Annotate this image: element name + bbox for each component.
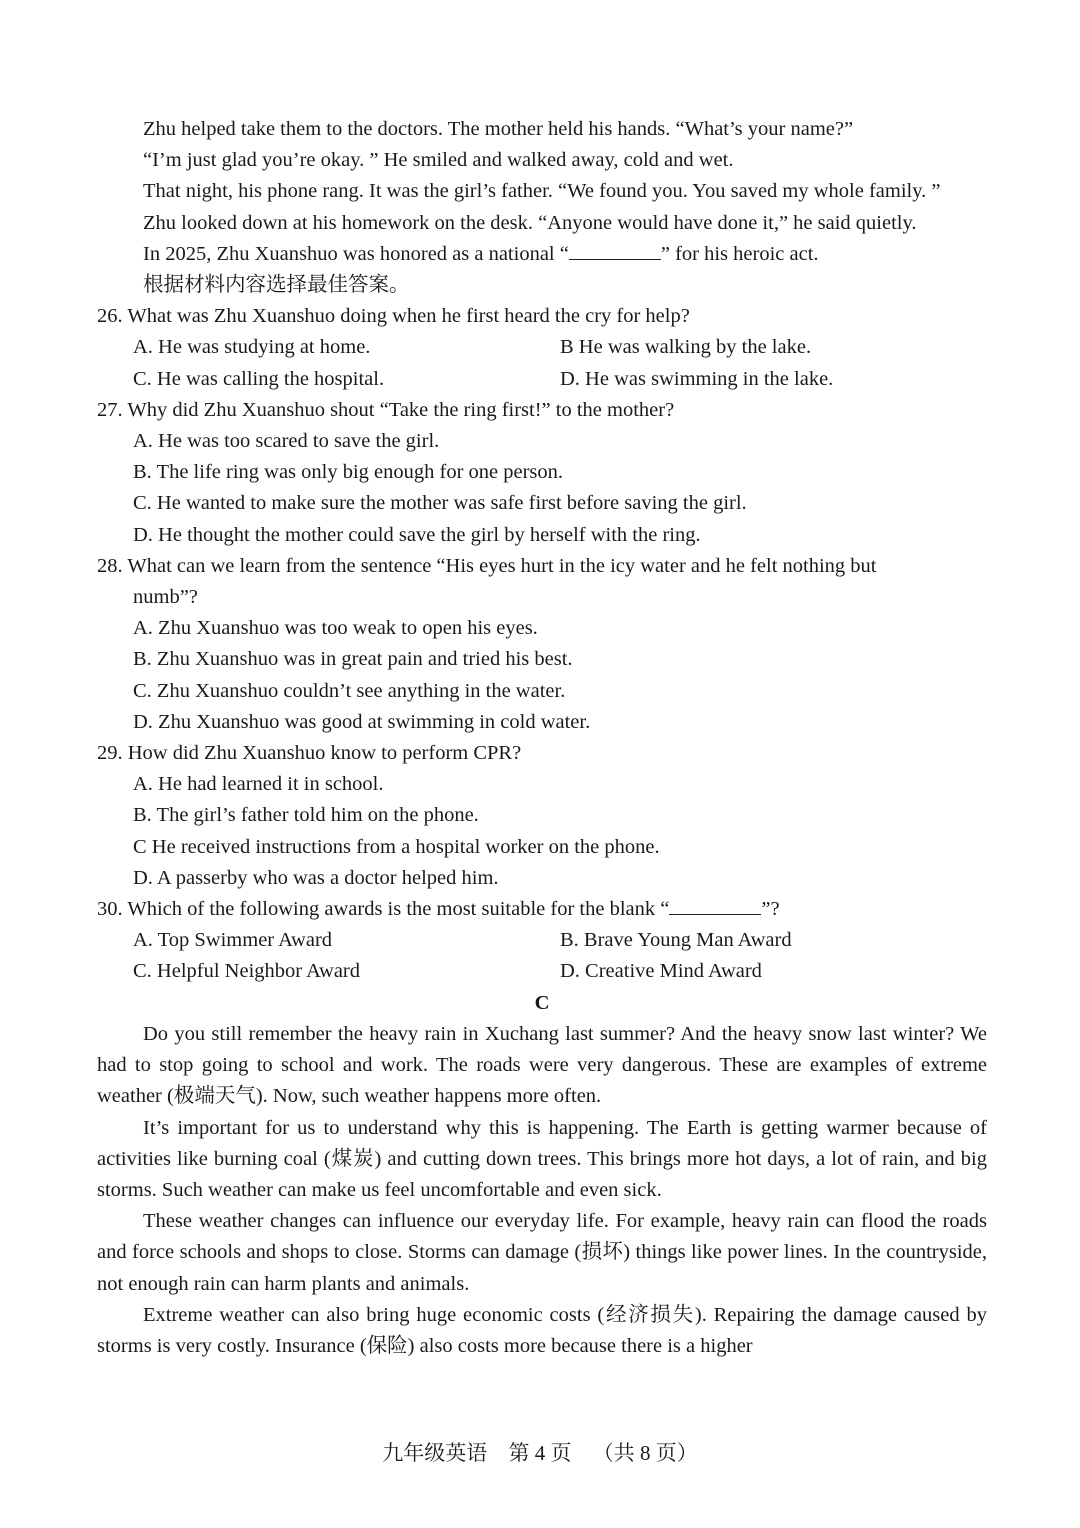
option-row <box>97 925 987 956</box>
option: A. He was too scared to save the girl. <box>133 430 440 453</box>
option: D. Zhu Xuanshuo was good at swimming in cold water. <box>133 710 591 733</box>
option-row <box>97 364 987 395</box>
page-content <box>97 114 987 1362</box>
option: D. He thought the mother could save the girl by herself with the ring. <box>133 523 701 546</box>
option-row <box>97 956 987 987</box>
paragraph: It’s important for us to understand why this is happening. The Earth is getting warmer because of activities like burning coal (煤炭) and cutting down trees. This brings more hot days, a lot of rain, and big storms. Such weather can make us feel uncomfortable and even sick. <box>97 1116 987 1201</box>
paragraph: Do you still remember the heavy rain in Xuchang last summer? And the heavy snow last winter? We had to stop going to school and work. The roads were very dangerous. These are examples of extreme weather (极端天气). Now, such weather happens more often. <box>97 1022 987 1108</box>
page-footer <box>0 1438 1080 1468</box>
option: B. The girl’s father told him on the phone. <box>133 804 479 827</box>
option: B. Brave Young Man Award <box>560 929 792 952</box>
paragraph: Zhu looked down at his homework on the desk. “Anyone would have done it,” he said quietly. <box>143 211 917 234</box>
option: D. He was swimming in the lake. <box>560 367 834 390</box>
option: C. He was calling the hospital. <box>133 367 385 390</box>
paragraph: These weather changes can influence our everyday life. For example, heavy rain can flood the roads and force schools and shops to close. Storms can damage (损坏) things like power lines. In the countryside, not enough rain can harm plants and animals. <box>97 1210 987 1295</box>
option: C. He wanted to make sure the mother was safe first before saving the girl. <box>133 492 747 515</box>
section-heading: C <box>534 991 550 1014</box>
footer-subject: 九年级英语 <box>382 1441 488 1465</box>
question-stem: 29. How did Zhu Xuanshuo know to perform CPR? <box>97 742 522 765</box>
question-stem-continued: numb”? <box>133 586 198 609</box>
text: ” for his heroic act. <box>660 242 819 265</box>
question-stem <box>97 894 987 925</box>
option: D. A passerby who was a doctor helped him. <box>133 866 499 889</box>
answer-blank <box>669 896 761 915</box>
text: 30. Which of the following awards is the most suitable for the blank “ <box>97 898 670 921</box>
instruction: 根据材料内容选择最佳答案。 <box>143 274 410 297</box>
paragraph: “I’m just glad you’re okay. ” He smiled and walked away, cold and wet. <box>143 149 734 172</box>
paragraph-with-blank <box>97 239 987 270</box>
paragraph: That night, his phone rang. It was the girl’s father. “We found you. You saved my whole family. ” <box>143 180 941 203</box>
option: A. He had learned it in school. <box>133 773 384 796</box>
option: C. Zhu Xuanshuo couldn’t see anything in the water. <box>133 679 566 702</box>
paragraph: Extreme weather can also bring huge economic costs (经济损失). Repairing the damage caused by storms is very costly. Insurance (保险) also costs more because there is a higher <box>97 1303 987 1357</box>
text: ”? <box>761 898 780 921</box>
question-stem: 26. What was Zhu Xuanshuo doing when he first heard the cry for help? <box>97 305 690 328</box>
answer-blank <box>569 241 661 260</box>
footer-total-pages: （共 8 页） <box>592 1441 698 1465</box>
question-stem: 28. What can we learn from the sentence “His eyes hurt in the icy water and he felt nothing but <box>97 554 877 577</box>
paragraph: Zhu helped take them to the doctors. The mother held his hands. “What’s your name?” <box>143 118 854 140</box>
question-stem: 27. Why did Zhu Xuanshuo shout “Take the ring first!” to the mother? <box>97 398 675 421</box>
option: A. He was studying at home. <box>133 336 371 359</box>
option: B. Zhu Xuanshuo was in great pain and tried his best. <box>133 648 573 671</box>
text: In 2025, Zhu Xuanshuo was honored as a national “ <box>143 242 569 265</box>
option: C He received instructions from a hospital worker on the phone. <box>133 835 660 858</box>
option: D. Creative Mind Award <box>560 960 762 983</box>
option: A. Top Swimmer Award <box>133 929 333 952</box>
option: B. The life ring was only big enough for one person. <box>133 461 564 484</box>
option: A. Zhu Xuanshuo was too weak to open his eyes. <box>133 617 538 640</box>
option: C. Helpful Neighbor Award <box>133 960 360 983</box>
option-row <box>97 332 987 363</box>
option: B He was walking by the lake. <box>560 336 812 359</box>
footer-page-number: 第 4 页 <box>508 1441 572 1465</box>
